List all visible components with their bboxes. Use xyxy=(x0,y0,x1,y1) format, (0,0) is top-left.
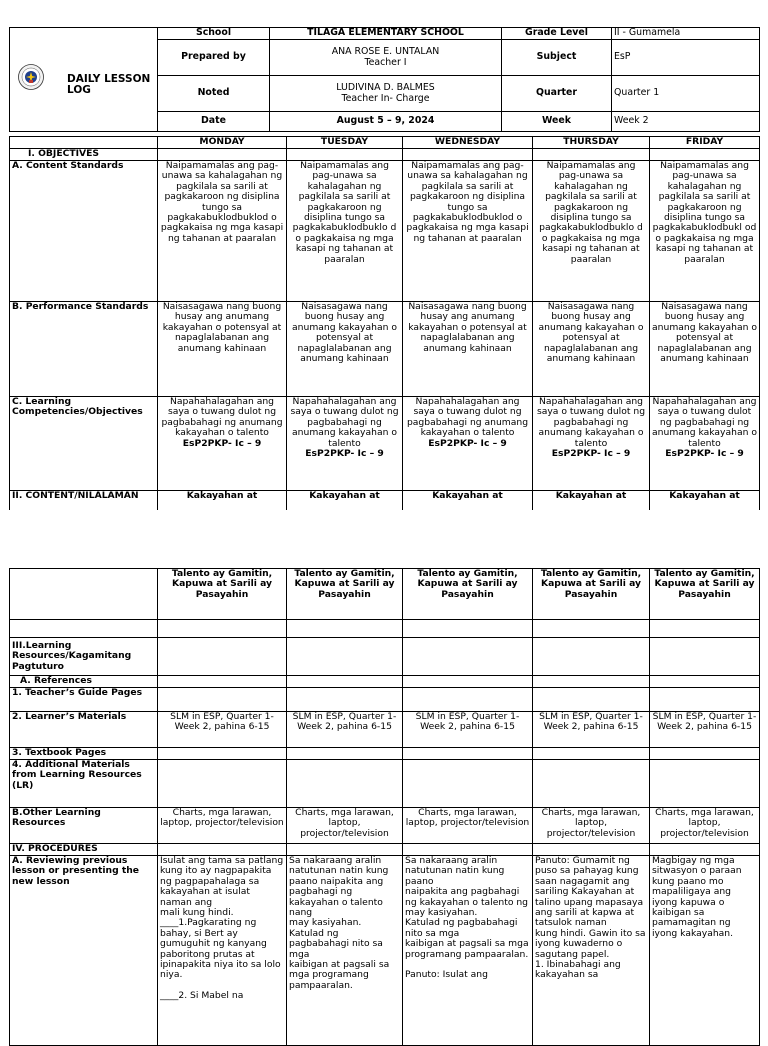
blank-cell xyxy=(287,676,403,688)
other-resources-wednesday: Charts, mga larawan, laptop, projector/television xyxy=(403,808,533,844)
reviewing-thursday: Panuto: Gumamit ng puso sa pahayag kung saan nagagamit ang sariling Kakayahan at talino upang mapasaya ang sarili at kapwa at tatsulok naman kung hindi. Gawin ito sa iyong kuwaderno o sagutang papel. 1. Ibinabahagi ang kakayahan sa xyxy=(533,856,650,1046)
blank-cell xyxy=(403,748,533,760)
competency-monday xyxy=(158,397,287,491)
content-top-thursday: Kakayahan at xyxy=(533,491,650,511)
competency-text: Napahahalagahan ang saya o tuwang dulot ng pagbabahagi ng anumang kakayahan o talento xyxy=(406,396,529,439)
blank-cell xyxy=(533,638,650,676)
blank-cell xyxy=(158,676,287,688)
content-title-friday: Talento ay Gamitin, Kapuwa at Sarili ay Pasayahin xyxy=(650,569,760,620)
school-value: TILAGA ELEMENTARY SCHOOL xyxy=(270,28,502,40)
blank-cell xyxy=(650,760,760,808)
competency-code: EsP2PKP- Ic – 9 xyxy=(428,437,507,449)
learners-materials-thursday: SLM in ESP, Quarter 1-Week 2, pahina 6-15 xyxy=(533,712,650,748)
quarter-value: Quarter 1 xyxy=(612,76,760,112)
blank-cell xyxy=(10,620,158,638)
references-label: A. References xyxy=(10,676,158,688)
blank-cell xyxy=(158,844,287,856)
blank-cell xyxy=(158,688,287,712)
school-label: School xyxy=(158,28,270,40)
additional-materials-label: 4. Additional Materials from Learning Resources (LR) xyxy=(10,760,158,808)
other-resources-monday: Charts, mga larawan, laptop, projector/television xyxy=(158,808,287,844)
content-heading: II. CONTENT/NILALAMAN xyxy=(10,491,158,511)
content-title-thursday: Talento ay Gamitin, Kapuwa at Sarili ay Pasayahin xyxy=(533,569,650,620)
competency-code: EsP2PKP- Ic – 9 xyxy=(665,448,744,460)
date-label: Date xyxy=(158,112,270,132)
reviewing-wednesday: Sa nakaraang aralin natutunan natin kung paano naipakita ang pagbahagi ng kakayahan o talento ng may kasiyahan. Katulad ng pagbabahagi nito sa mga kaibigan at pagsali sa mga programang pampaaralan. Panuto: Isulat ang xyxy=(403,856,533,1046)
subject-value: EsP xyxy=(612,40,760,76)
other-resources-thursday: Charts, mga larawan, laptop, projector/television xyxy=(533,808,650,844)
blank-cell xyxy=(533,748,650,760)
learners-materials-tuesday: SLM in ESP, Quarter 1-Week 2, pahina 6-15 xyxy=(287,712,403,748)
blank-cell xyxy=(287,844,403,856)
noted-label: Noted xyxy=(158,76,270,112)
lesson-table-top xyxy=(9,136,760,511)
content-top-tuesday: Kakayahan at xyxy=(287,491,403,511)
blank-cell xyxy=(158,149,287,161)
content-standard-thursday: Naipamamalas ang pag-unawa sa kahalagahan ng pagkilala sa sarili at pagkakaroon ng disiplina tungo sa pagkakabuklodbuklo d o pagkakaisa ng mga kasapi ng tahanan at paaralan xyxy=(533,161,650,302)
noted-cell xyxy=(270,76,502,112)
competency-thursday xyxy=(533,397,650,491)
blank-cell xyxy=(158,638,287,676)
blank-cell xyxy=(533,844,650,856)
prepared-name: ANA ROSE E. UNTALAN xyxy=(331,46,440,58)
blank-cell xyxy=(158,748,287,760)
content-title-tuesday: Talento ay Gamitin, Kapuwa at Sarili ay Pasayahin xyxy=(287,569,403,620)
prepared-role: Teacher I xyxy=(364,56,407,68)
blank-cell xyxy=(650,676,760,688)
blank-cell xyxy=(403,688,533,712)
blank-cell xyxy=(650,620,760,638)
learners-materials-wednesday: SLM in ESP, Quarter 1-Week 2, pahina 6-15 xyxy=(403,712,533,748)
content-title-monday: Talento ay Gamitin, Kapuwa at Sarili ay Pasayahin xyxy=(158,569,287,620)
blank-cell xyxy=(287,748,403,760)
blank-cell xyxy=(533,676,650,688)
procedures-heading: IV. PROCEDURES xyxy=(10,844,158,856)
performance-standard-friday: Naisasagawa nang buong husay ang anumang kakayahan o potensyal at napaglalabanan ang anumang kahinaan xyxy=(650,302,760,397)
learners-materials-label: 2. Learner’s Materials xyxy=(10,712,158,748)
blank-cell xyxy=(287,620,403,638)
blank-cell xyxy=(158,760,287,808)
lesson-table-bottom xyxy=(9,568,760,1046)
blank-cell xyxy=(650,688,760,712)
blank-cell xyxy=(287,149,403,161)
content-top-friday: Kakayahan at xyxy=(650,491,760,511)
competencies-label: C. Learning Competencies/Objectives xyxy=(10,397,158,491)
competency-text: Napahahalagahan ang saya o tuwang dulot ng pagbabahagi ng anumang kakayahan o talento xyxy=(161,396,283,439)
prepared-cell xyxy=(270,40,502,76)
content-title-wednesday: Talento ay Gamitin, Kapuwa at Sarili ay Pasayahin xyxy=(403,569,533,620)
competency-text: Napahahalagahan ang saya o tuwang dulot ng pagbabahagi ng anumang kakayahan o talento xyxy=(290,396,399,449)
blank-cell xyxy=(287,760,403,808)
performance-standard-wednesday: Naisasagawa nang buong husay ang anumang kakayahan o potensyal at napaglalabanan ang anumang kahinaan xyxy=(403,302,533,397)
performance-standard-monday: Naisasagawa nang buong husay ang anumang kakayahan o potensyal at napaglalabanan ang anumang kahinaan xyxy=(158,302,287,397)
day-wednesday: WEDNESDAY xyxy=(403,137,533,149)
doc-title: DAILY LESSON LOG xyxy=(67,73,151,96)
other-resources-label: B.Other Learning Resources xyxy=(10,808,158,844)
other-resources-tuesday: Charts, mga larawan, laptop, projector/television xyxy=(287,808,403,844)
textbook-label: 3. Textbook Pages xyxy=(10,748,158,760)
noted-role: Teacher In- Charge xyxy=(341,92,430,104)
quarter-label: Quarter xyxy=(502,76,612,112)
content-top-wednesday: Kakayahan at xyxy=(403,491,533,511)
content-top-monday: Kakayahan at xyxy=(158,491,287,511)
competency-code: EsP2PKP- Ic – 9 xyxy=(305,448,384,460)
blank-cell xyxy=(287,638,403,676)
blank-cell xyxy=(650,844,760,856)
content-standard-friday: Naipamamalas ang pag-unawa sa kahalagahan ng pagkilala sa sarili at pagkakaroon ng disiplina tungo sa pagkakabuklodbukl od o pagkakaisa ng mga kasapi ng tahanan at paaralan xyxy=(650,161,760,302)
content-standard-wednesday: Naipamamalas ang pag-unawa sa kahalagahan ng pagkilala sa sarili at pagkakaroon ng disiplina tungo sa pagkakabuklodbuklod o pagkakaisa ng mga kasapi ng tahanan at paaralan xyxy=(403,161,533,302)
grade-label: Grade Level xyxy=(502,28,612,40)
grade-value: II - Gumamela xyxy=(612,28,760,40)
subject-label: Subject xyxy=(502,40,612,76)
reviewing-label: A. Reviewing previous lesson or presenting the new lesson xyxy=(10,856,158,1046)
performance-standard-thursday: Naisasagawa nang buong husay ang anumang kakayahan o potensyal at napaglalabanan ang anumang kahinaan xyxy=(533,302,650,397)
other-resources-friday: Charts, mga larawan, laptop, projector/television xyxy=(650,808,760,844)
competency-friday xyxy=(650,397,760,491)
blank-cell xyxy=(10,569,158,620)
teachers-guide-label: 1. Teacher’s Guide Pages xyxy=(10,688,158,712)
blank-cell xyxy=(403,638,533,676)
competency-tuesday xyxy=(287,397,403,491)
learners-materials-monday: SLM in ESP, Quarter 1-Week 2, pahina 6-15 xyxy=(158,712,287,748)
competency-code: EsP2PKP- Ic – 9 xyxy=(182,437,262,449)
blank-cell xyxy=(403,620,533,638)
deped-seal-icon xyxy=(18,64,44,90)
performance-standard-tuesday: Naisasagawa nang buong husay ang anumang kakayahan o potensyal at napaglalabanan ang anumang kahinaan xyxy=(287,302,403,397)
competency-text: Napahahalagahan ang saya o tuwang dulot ng pagbabahagi ng anumang kakayahan o talento xyxy=(536,396,646,449)
day-thursday: THURSDAY xyxy=(533,137,650,149)
noted-name: LUDIVINA D. BALMES xyxy=(336,82,435,94)
blank-cell xyxy=(533,688,650,712)
objectives-heading: I. OBJECTIVES xyxy=(10,149,158,161)
page-break xyxy=(0,510,768,566)
competency-text: Napahahalagahan ang saya o tuwang dulot ng pagbabahagi ng anumang kakayahan o talento xyxy=(652,396,757,449)
resources-heading: III.Learning Resources/Kagamitang Pagtuturo xyxy=(10,638,158,676)
competency-wednesday xyxy=(403,397,533,491)
content-standard-tuesday: Naipamamalas ang pag-unawa sa kahalagahan ng pagkilala sa sarili at pagkakaroon ng disiplina tungo sa pagkakabuklodbuklo d o pagkakaisa ng mga kasapi ng tahanan at paaralan xyxy=(287,161,403,302)
date-value: August 5 – 9, 2024 xyxy=(270,112,502,132)
blank-cell xyxy=(403,149,533,161)
blank-cell xyxy=(158,620,287,638)
blank-cell xyxy=(650,149,760,161)
week-label: Week xyxy=(502,112,612,132)
reviewing-tuesday: Sa nakaraang aralin natutunan natin kung paano naipakita ang pagbahagi ng kakayahan o talento nang may kasiyahan. Katulad ng pagbabahagi nito sa mga kaibigan at pagsali sa mga programang pampaaralan. xyxy=(287,856,403,1046)
empty-head-cell xyxy=(10,137,158,149)
blank-cell xyxy=(650,748,760,760)
prepared-label: Prepared by xyxy=(158,40,270,76)
day-tuesday: TUESDAY xyxy=(287,137,403,149)
content-standards-label: A. Content Standards xyxy=(10,161,158,302)
blank-cell xyxy=(287,688,403,712)
blank-cell xyxy=(533,620,650,638)
blank-cell xyxy=(533,149,650,161)
competency-code: EsP2PKP- Ic – 9 xyxy=(551,448,631,460)
blank-cell xyxy=(533,760,650,808)
blank-cell xyxy=(650,638,760,676)
performance-standards-label: B. Performance Standards xyxy=(10,302,158,397)
reviewing-monday: Isulat ang tama sa patlang kung ito ay nagpapakita ng pagpapahalaga sa kakayahan at isulat naman ang mali kung hindi. ____1.Pagkarating ng bahay, si Bert ay gumuguhit ng kanyang paboritong prutas at ipinapakita niya ito sa lolo niya. ____2. Si Mabel na xyxy=(158,856,287,1046)
content-standard-monday: Naipamamalas ang pag-unawa sa kahalagahan ng pagkilala sa sarili at pagkakaroon ng disiplina tungo sa pagkakabuklodbuklod o pagkakaisa ng mga kasapi ng tahanan at paaralan xyxy=(158,161,287,302)
blank-cell xyxy=(403,844,533,856)
blank-cell xyxy=(403,760,533,808)
blank-cell xyxy=(403,676,533,688)
day-monday: MONDAY xyxy=(158,137,287,149)
reviewing-friday: Magbigay ng mga sitwasyon o paraan kung paano mo mapaliligaya ang iyong kapuwa o kaibigan sa pamamagitan ng iyong kakayahan. xyxy=(650,856,760,1046)
learners-materials-friday: SLM in ESP, Quarter 1-Week 2, pahina 6-15 xyxy=(650,712,760,748)
week-value: Week 2 xyxy=(612,112,760,132)
day-friday: FRIDAY xyxy=(650,137,760,149)
